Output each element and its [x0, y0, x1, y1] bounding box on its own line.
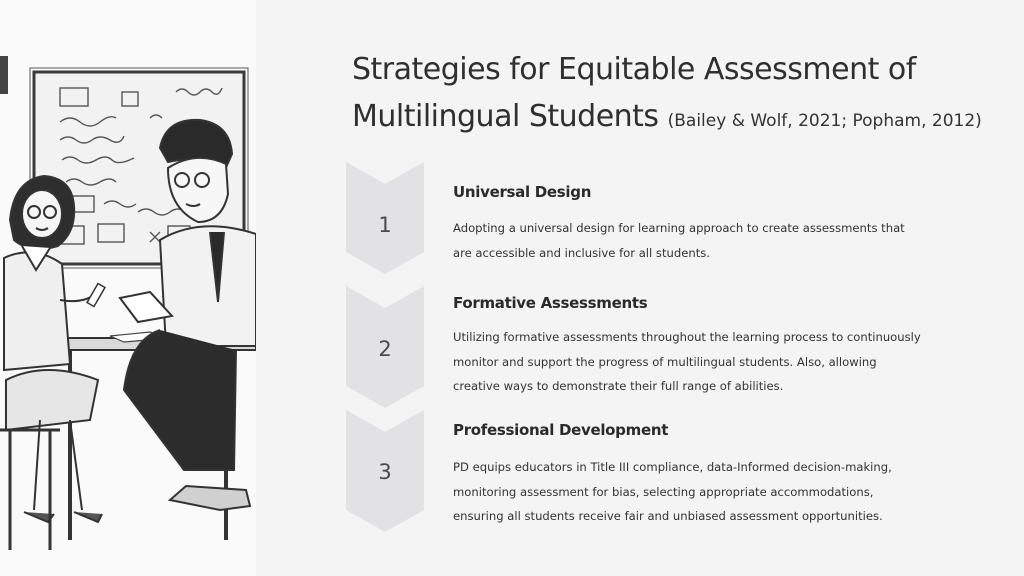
- step-1-description: Adopting a universal design for learning approach to create assessments that are accessible and inclusive for all students.: [453, 221, 905, 260]
- title-text: Strategies for Equitable Assessment of Multilingual Students: [352, 52, 916, 134]
- sketch-illustration: [0, 0, 256, 576]
- step-2-description: Utilizing formative assessments throughout the learning process to continuously monitor and support the progress of multilingual students. Also, allowing creative ways to demonstrate their full range of abilities.: [453, 330, 921, 393]
- step-3-heading: Professional Development: [453, 421, 669, 439]
- illustration-image: [0, 0, 256, 576]
- step-3-number: 3: [378, 460, 392, 484]
- title-citation: (Bailey & Wolf, 2021; Popham, 2012): [667, 111, 982, 131]
- step-2-number: 2: [378, 337, 392, 361]
- step-1-number: 1: [378, 213, 392, 237]
- step-1-heading: Universal Design: [453, 183, 592, 201]
- step-2-heading: Formative Assessments: [453, 294, 648, 312]
- step-3-description: PD equips educators in Title III compliance, data-Informed decision-making, monitoring assessment for bias, selecting appropriate accommodations, ensuring all students receive fair and unbiased assessment opportunities.: [453, 460, 892, 523]
- slide-title: [352, 46, 992, 145]
